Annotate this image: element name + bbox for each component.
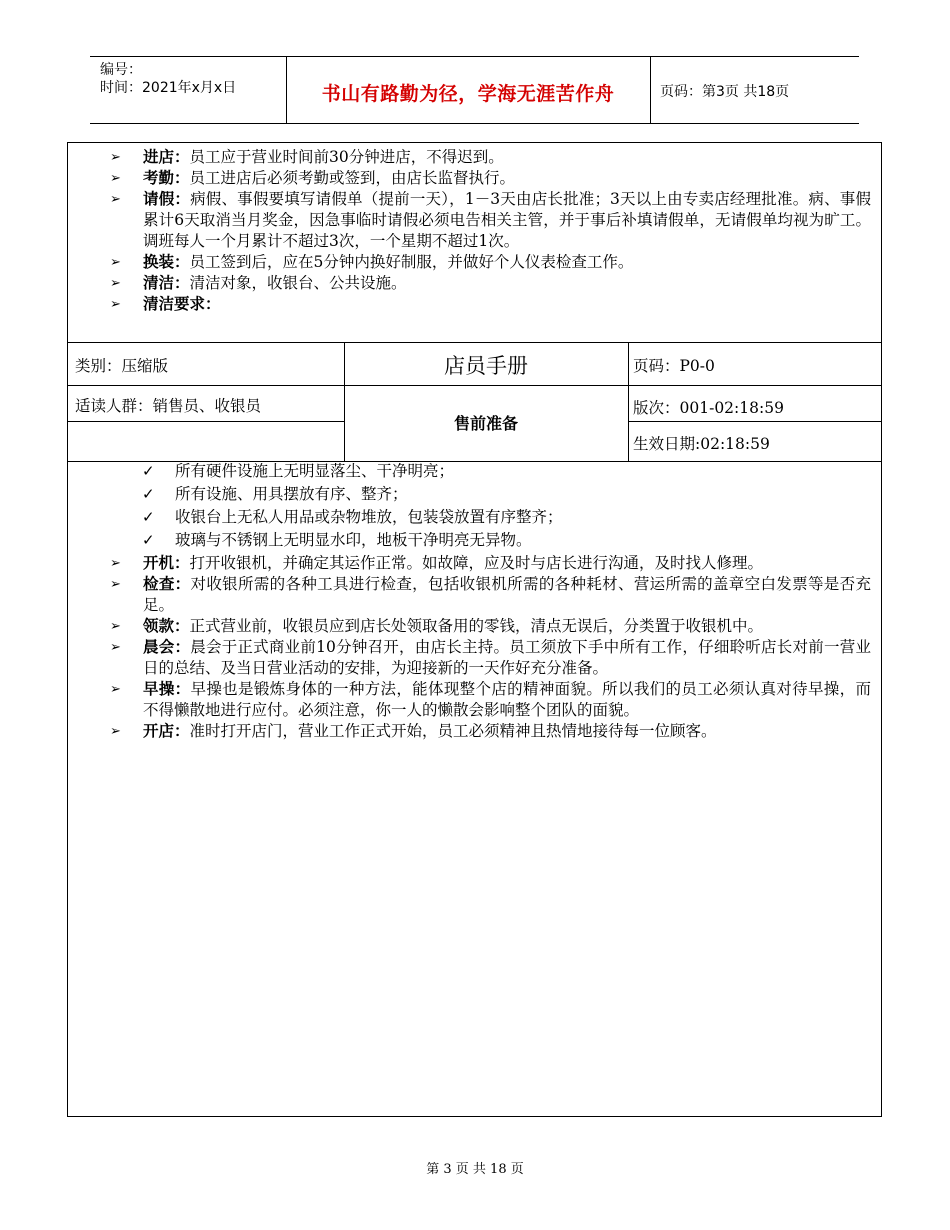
list-item bbox=[68, 616, 881, 637]
checkmark-icon: ✓ bbox=[142, 485, 155, 503]
arrow-bullet-icon: ➢ bbox=[110, 276, 121, 291]
document-time: 时间：2021年x月x日 bbox=[100, 80, 237, 96]
table-divider bbox=[628, 385, 882, 386]
checklist-text: 玻璃与不锈钢上无明显水印，地板干净明亮无异物。 bbox=[175, 531, 532, 549]
list-item bbox=[68, 147, 881, 168]
list-item bbox=[68, 553, 881, 574]
arrow-bullet-icon: ➢ bbox=[110, 577, 121, 592]
arrow-bullet-icon: ➢ bbox=[110, 619, 121, 634]
arrow-bullet-icon: ➢ bbox=[110, 297, 121, 312]
effective-date-cell: 生效日期:02:18:59 bbox=[633, 435, 770, 453]
item-text: 员工应于营业时间前30分钟进店，不得迟到。 bbox=[189, 148, 504, 166]
table-divider bbox=[628, 343, 629, 461]
header-page-info: 页码：第3页 共18页 bbox=[660, 84, 790, 100]
readers-cell: 适读人群：销售员、收银员 bbox=[75, 397, 262, 415]
item-term: 检查： bbox=[143, 575, 191, 593]
arrow-bullet-icon: ➢ bbox=[110, 682, 121, 697]
item-term: 开机： bbox=[143, 554, 190, 572]
header-divider bbox=[650, 57, 651, 123]
arrow-bullet-icon: ➢ bbox=[110, 255, 121, 270]
arrow-bullet-icon: ➢ bbox=[110, 556, 121, 571]
list-item bbox=[68, 679, 881, 721]
arrow-bullet-icon: ➢ bbox=[110, 640, 121, 655]
list-item bbox=[68, 252, 881, 273]
checkmark-icon: ✓ bbox=[142, 508, 155, 526]
item-term: 开店： bbox=[143, 722, 190, 740]
list-item bbox=[68, 168, 881, 189]
table-divider bbox=[67, 385, 344, 386]
item-text: 打开收银机，并确定其运作正常。如故障，应及时与店长进行沟通，及时找人修理。 bbox=[189, 554, 764, 572]
item-term: 清洁： bbox=[143, 274, 190, 292]
page-footer: 第 3 页 共 18 页 bbox=[426, 1162, 524, 1177]
item-term: 换装： bbox=[143, 253, 190, 271]
checklist-item bbox=[68, 460, 881, 483]
list-item bbox=[68, 189, 881, 252]
checklist-text: 所有设施、用具摆放有序、整齐； bbox=[175, 485, 408, 503]
checklist-item bbox=[68, 483, 881, 506]
list-item bbox=[68, 637, 881, 679]
table-divider bbox=[628, 421, 882, 422]
page-header bbox=[90, 56, 859, 124]
document-body bbox=[67, 142, 882, 1117]
checklist-item bbox=[68, 506, 881, 529]
item-text: 正式营业前，收银员应到店长处领取备用的零钱，清点无误后，分类置于收银机中。 bbox=[189, 617, 764, 635]
item-term: 清洁要求： bbox=[143, 295, 221, 313]
item-term: 进店： bbox=[143, 148, 190, 166]
item-term: 早操： bbox=[143, 680, 191, 698]
checkmark-icon: ✓ bbox=[142, 462, 155, 480]
list-item bbox=[68, 294, 881, 315]
arrow-bullet-icon: ➢ bbox=[110, 150, 121, 165]
document-number-label: 编号： bbox=[100, 62, 142, 78]
item-text: 病假、事假要填写请假单（提前一天），1－3天由店长批准；3天以上由专卖店经理批准。病、事假累计6天取消当月奖金，因急事临时请假必须电告相关主管，并于事后补填请假单，无请假单均视为旷工。调班每人一个月累计不超过3次，一个星期不超过1次。 bbox=[143, 190, 871, 250]
header-meta bbox=[100, 61, 236, 97]
item-text: 对收银所需的各种工具进行检查，包括收银机所需的各种耗材、营运所需的盖章空白发票等是否充足。 bbox=[143, 575, 871, 614]
version-cell: 版次：001-02:18:59 bbox=[633, 399, 784, 417]
rules-list-top bbox=[68, 147, 881, 315]
arrow-bullet-icon: ➢ bbox=[110, 171, 121, 186]
item-term: 晨会： bbox=[143, 638, 191, 656]
checkmark-icon: ✓ bbox=[142, 531, 155, 549]
arrow-bullet-icon: ➢ bbox=[110, 192, 121, 207]
checklist-text: 所有硬件设施上无明显落尘、干净明亮； bbox=[175, 462, 455, 480]
section-title: 售前准备 bbox=[453, 414, 518, 433]
arrow-bullet-icon: ➢ bbox=[110, 724, 121, 739]
item-term: 请假： bbox=[143, 190, 191, 208]
list-item bbox=[68, 574, 881, 616]
header-motto: 书山有路勤为径，学海无涯苦作舟 bbox=[321, 83, 615, 105]
item-text: 员工签到后，应在5分钟内换好制服，并做好个人仪表检查工作。 bbox=[189, 253, 634, 271]
table-divider bbox=[67, 421, 344, 422]
category-cell: 类别：压缩版 bbox=[75, 357, 169, 375]
checklist-item bbox=[68, 529, 881, 552]
checklist-text: 收银台上无私人用品或杂物堆放，包装袋放置有序整齐； bbox=[175, 508, 563, 526]
cleaning-checklist bbox=[68, 460, 881, 552]
page-code-cell: 页码：P0-0 bbox=[633, 357, 715, 375]
item-text: 晨会于正式商业前10分钟召开，由店长主持。员工须放下手中所有工作，仔细聆听店长对前一营业日的总结、及当日营业活动的安排，为迎接新的一天作好充分准备。 bbox=[143, 638, 871, 677]
list-item bbox=[68, 273, 881, 294]
item-term: 考勤： bbox=[143, 169, 190, 187]
item-text: 员工进店后必须考勤或签到，由店长监督执行。 bbox=[189, 169, 516, 187]
manual-title: 店员手册 bbox=[444, 354, 528, 378]
rules-list-bottom bbox=[68, 553, 881, 742]
item-text: 早操也是锻炼身体的一种方法，能体现整个店的精神面貌。所以我们的员工必须认真对待早操，而不得懒散地进行应付。必须注意，你一人的懒散会影响整个团队的面貌。 bbox=[143, 680, 871, 719]
item-text: 准时打开店门，营业工作正式开始，员工必须精神且热情地接待每一位顾客。 bbox=[189, 722, 717, 740]
item-text: 清洁对象，收银台、公共设施。 bbox=[189, 274, 407, 292]
table-divider bbox=[344, 385, 628, 386]
manual-info-table bbox=[67, 342, 882, 462]
list-item bbox=[68, 721, 881, 742]
item-term: 领款： bbox=[143, 617, 190, 635]
